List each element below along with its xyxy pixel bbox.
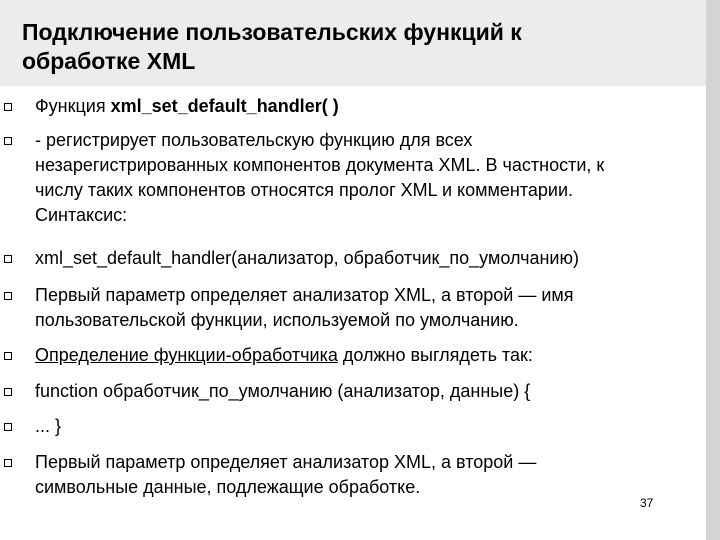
bullet-2-line-2: незарегистрированных компонентов документа XML. В частности, к — [35, 155, 605, 175]
bullet-8-line-2: символьные данные, подлежащие обработке. — [35, 477, 421, 497]
handler-definition-link[interactable]: Определение функции-обработчика — [35, 345, 338, 365]
bullet-2-line-4: Синтаксис: — [35, 205, 128, 225]
bullet-text-8 — [35, 450, 675, 500]
bullet-6-line-1: function обработчик_по_умолчанию (анализатор, данные) { — [35, 381, 531, 401]
bullet-text-5 — [35, 343, 675, 368]
bullet-square-icon — [4, 459, 12, 467]
bullet-square-icon — [4, 388, 12, 396]
bullet-text-4 — [35, 283, 675, 333]
bullet-3-line-1: xml_set_default_handler(анализатор, обработчик_по_умолчанию) — [35, 248, 579, 268]
bullet-square-icon — [4, 423, 12, 431]
bullet-text-3 — [35, 246, 675, 271]
bullet-text-6 — [35, 379, 675, 404]
slide-title-line-2: обработке XML — [22, 48, 196, 74]
bullet-text-1 — [35, 94, 675, 119]
bullet-square-icon — [4, 255, 12, 263]
bullet-4-line-2: пользовательской функции, используемой по умолчанию. — [35, 310, 519, 330]
bullet-8-line-1: Первый параметр определяет анализатор XML, а второй — — [35, 452, 537, 472]
bullet-4-line-1: Первый параметр определяет анализатор XML, а второй — имя — [35, 285, 574, 305]
bullet-text-2 — [35, 128, 675, 228]
bullet-7-line-1: ... } — [35, 416, 62, 436]
bullet-square-icon — [4, 292, 12, 300]
slide-title-line-1: Подключение пользовательских функций к — [22, 19, 522, 45]
bullet-1-function-name: xml_set_default_handler( ) — [110, 96, 339, 116]
bullet-text-7 — [35, 414, 675, 439]
bullet-square-icon — [4, 103, 12, 111]
bullet-2-line-1: - регистрирует пользовательскую функцию для всех — [35, 130, 473, 150]
page-number: 37 — [640, 496, 654, 510]
bullet-2-line-3: числу таких компонентов относятся пролог XML и комментарии. — [35, 180, 574, 200]
right-edge-strip — [706, 0, 720, 540]
bullet-square-icon — [4, 352, 12, 360]
bullet-1-prefix: Функция — [35, 96, 111, 116]
bullet-square-icon — [4, 137, 12, 145]
bullet-5-rest: должно выглядеть так: — [337, 345, 533, 365]
